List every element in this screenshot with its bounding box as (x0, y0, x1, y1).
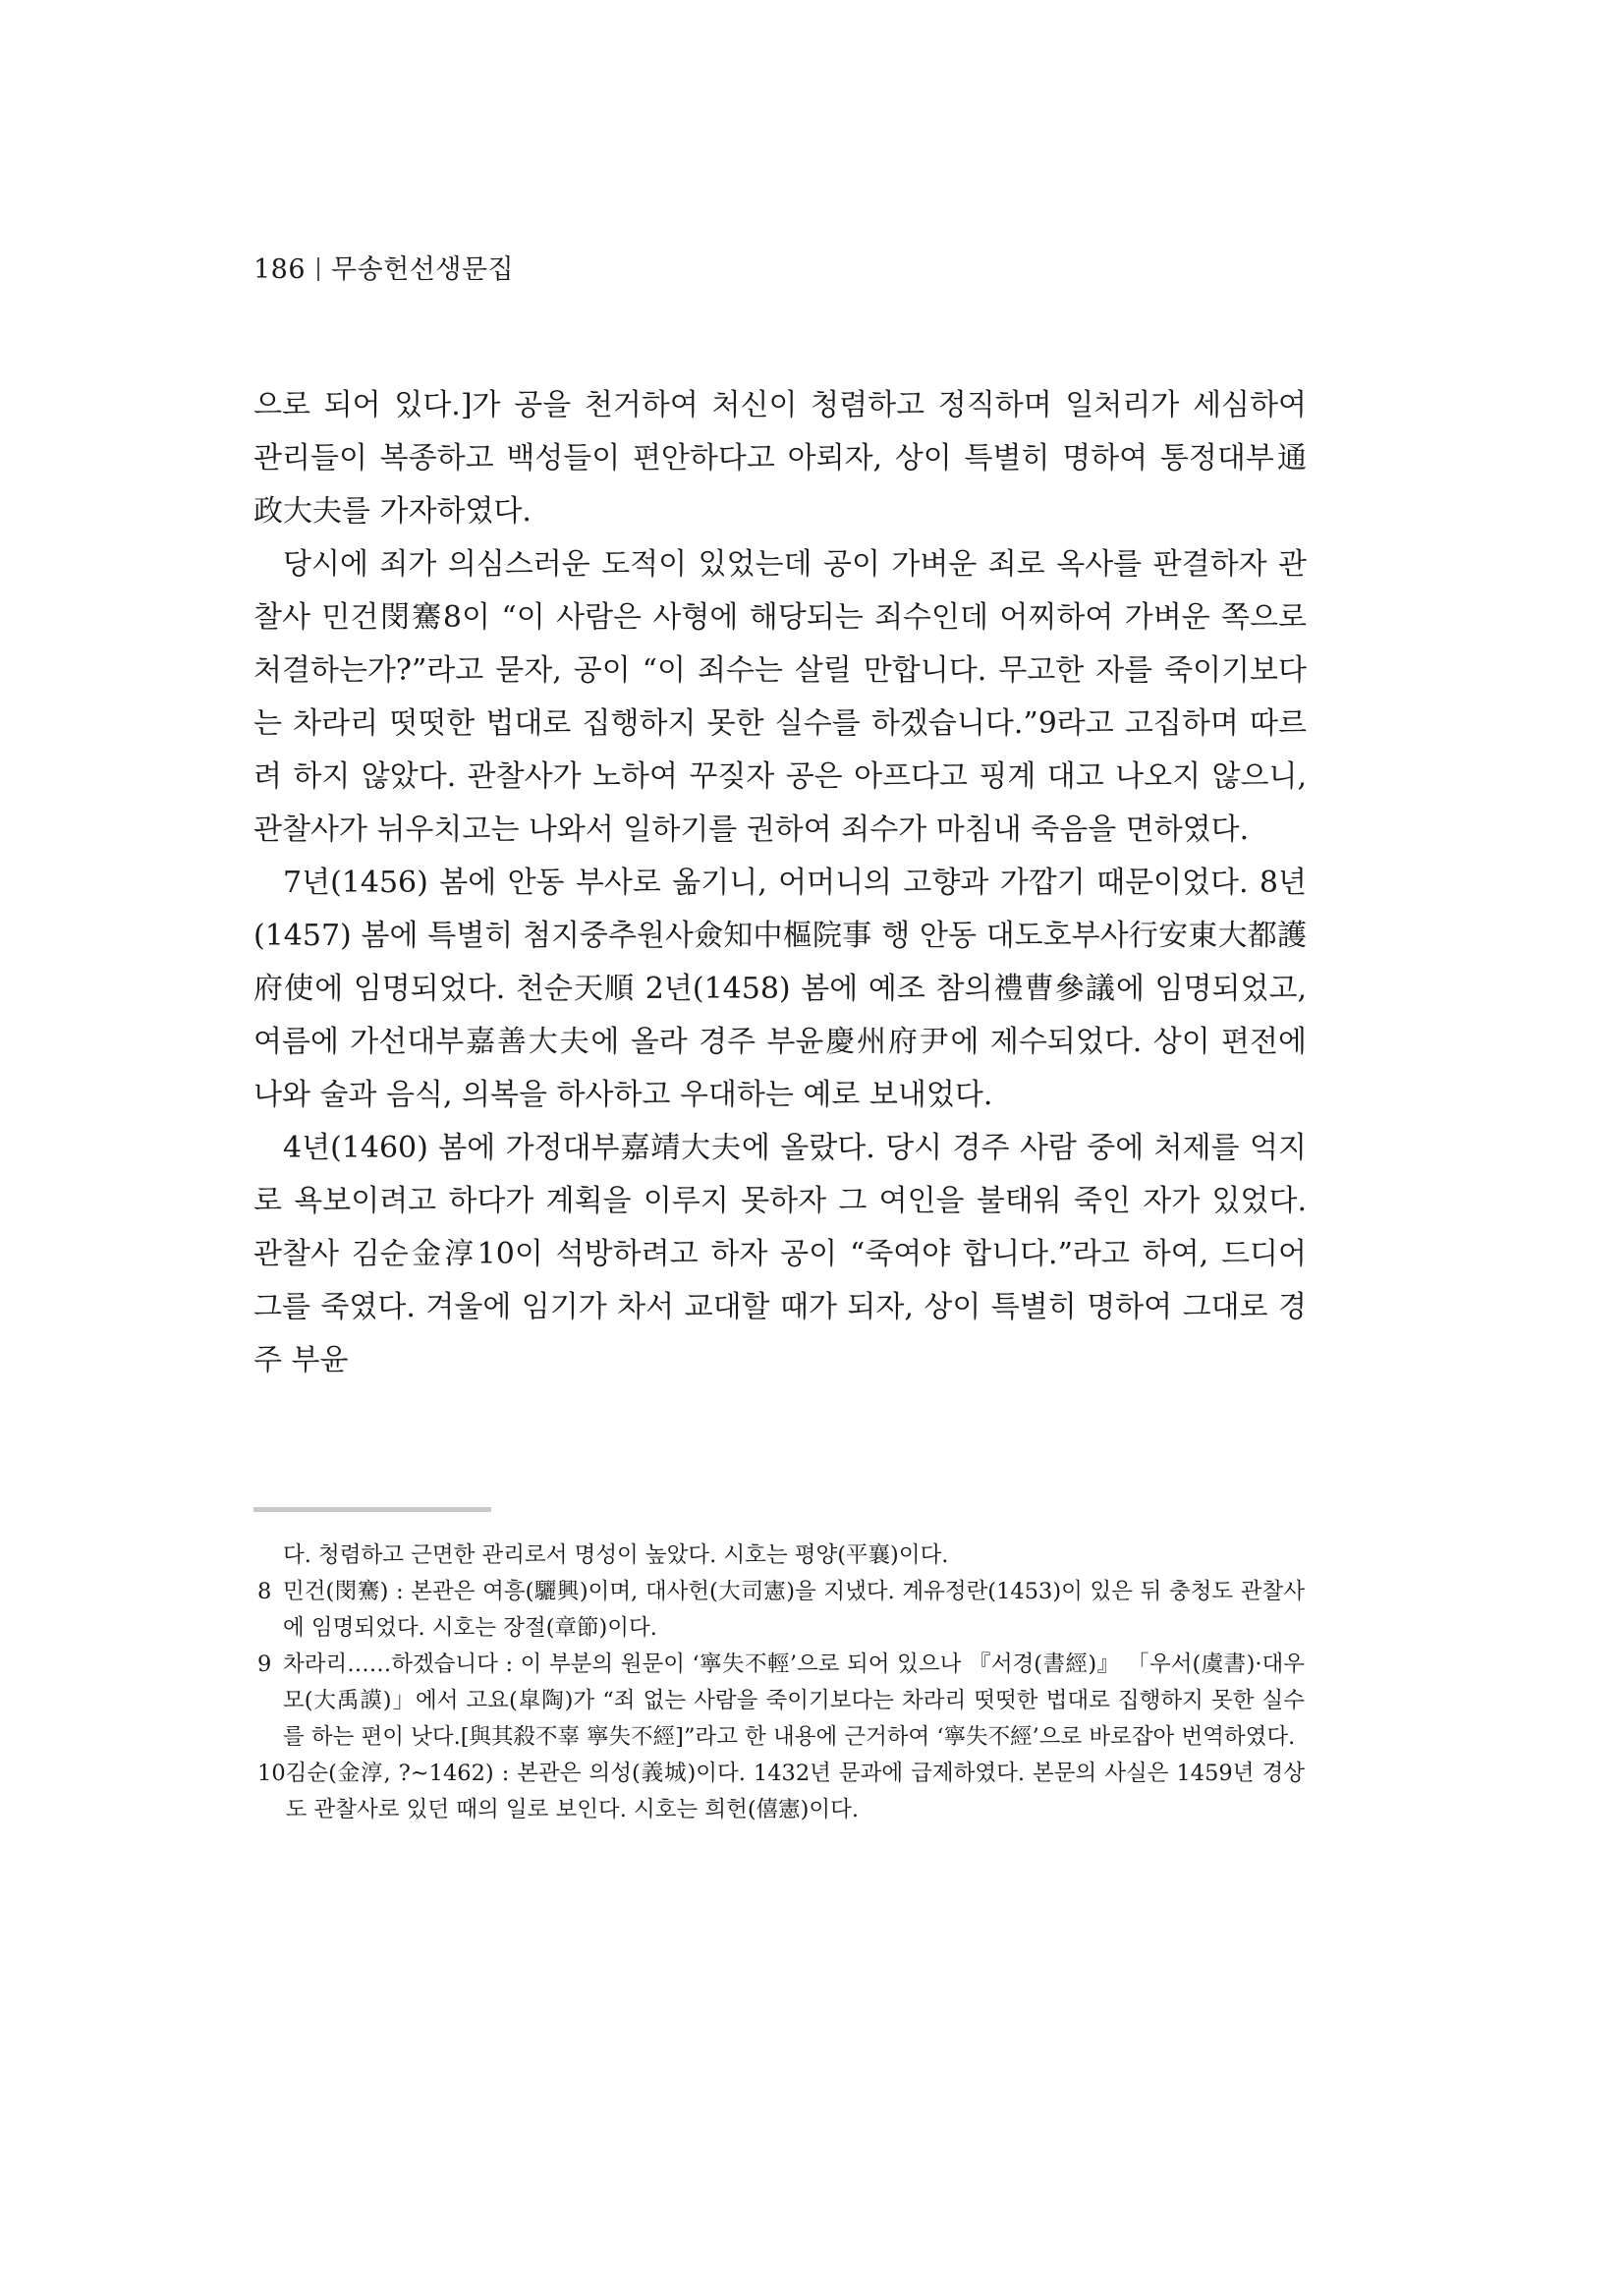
footnote-text: 차라리……하겠습니다 : 이 부분의 원문이 ‘寧失不輕’으로 되어 있으나 『서경(書經)』 「우서(虞書)·대우모(大禹謨)」에서 고요(皐陶)가 “죄 없는 사람을 죽이기보다는 차라리 떳떳한 법대로 집행하지 못한 실수를 하는 편이 낫다.[與其殺不辜 寧失不經]”라고 한 내용에 근거하여 ‘寧失不經’으로 바로잡아 번역하였다. (283, 1652, 1305, 1750)
footnote-number: 10 (257, 1761, 286, 1786)
footnote-text: 민건(閔騫) : 본관은 여흥(驪興)이며, 대사헌(大司憲)을 지냈다. 계유정란(1453)이 있은 뒤 충청도 관찰사에 임명되었다. 시호는 장절(章節)이다. (283, 1579, 1305, 1641)
footnote-continuation: 다. 청렴하고 근면한 관리로서 명성이 높았다. 시호는 평양(平襄)이다. (283, 1542, 949, 1568)
footnote (257, 1756, 1305, 1828)
footnote-number: 8 (257, 1579, 272, 1604)
footnote-divider (253, 1507, 491, 1512)
paragraph: 당시에 죄가 의심스러운 도적이 있었는데 공이 가벼운 죄로 옥사를 판결하자 관찰사 민건閔騫8이 “이 사람은 사형에 해당되는 죄수인데 어찌하여 가벼운 쪽으로 처결하는가?”라고 묻자, 공이 “이 죄수는 살릴 만합니다. 무고한 자를 죽이기보다는 차라리 떳떳한 법대로 집행하지 못한 실수를 하겠습니다.”9라고 고집하며 따르려 하지 않았다. 관찰사가 노하여 꾸짖자 공은 아프다고 핑계 대고 나오지 않으니, 관찰사가 뉘우치고는 나와서 일하기를 권하여 죄수가 마침내 죽음을 면하였다. (253, 547, 1307, 847)
main-text (253, 379, 1307, 1387)
footnote-text: 김순(金淳, ?~1462) : 본관은 의성(義城)이다. 1432년 문과에 급제하였다. 본문의 사실은 1459년 경상도 관찰사로 있던 때의 일로 보인다. 시호는 희헌(僖憲)이다. (285, 1761, 1305, 1822)
footnote (257, 1647, 1305, 1756)
paragraph: 7년(1456) 봄에 안동 부사로 옮기니, 어머니의 고향과 가깝기 때문이었다. 8년(1457) 봄에 특별히 첨지중추원사僉知中樞院事 행 안동 대도호부사行安東大都護府使에 임명되었다. 천순天順 2년(1458) 봄에 예조 참의禮曹參議에 임명되었고, 여름에 가선대부嘉善大夫에 올라 경주 부윤慶州府尹에 제수되었다. 상이 편전에 나와 술과 음식, 의복을 하사하고 우대하는 예로 보내었다. (253, 866, 1307, 1112)
page-header (253, 248, 514, 286)
book-title: 무송헌선생문집 (331, 254, 515, 285)
footnote-number: 9 (257, 1652, 272, 1677)
footnote (257, 1574, 1305, 1647)
paragraph: 으로 되어 있다.]가 공을 천거하여 처신이 청렴하고 정직하며 일처리가 세심하여 관리들이 복종하고 백성들이 편안하다고 아뢰자, 상이 특별히 명하여 통정대부通政大夫를 가자하였다. (253, 388, 1307, 529)
footnotes (257, 1538, 1305, 1828)
page-number: 186 (253, 254, 307, 285)
paragraph: 4년(1460) 봄에 가정대부嘉靖大夫에 올랐다. 당시 경주 사람 중에 처제를 억지로 욕보이려고 하다가 계획을 이루지 못하자 그 여인을 불태워 죽인 자가 있었다. 관찰사 김순金淳10이 석방하려고 하자 공이 “죽여야 합니다.”라고 하여, 드디어 그를 죽였다. 겨울에 임기가 차서 교대할 때가 되자, 상이 특별히 명하여 그대로 경주 부윤 (253, 1131, 1307, 1377)
header-divider (317, 257, 319, 281)
